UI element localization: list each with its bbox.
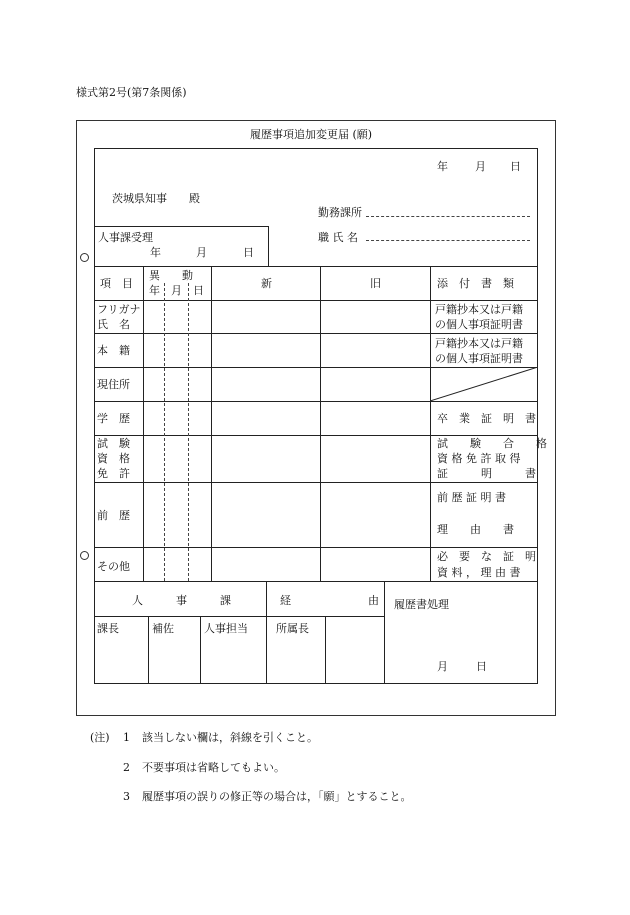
rireki-label: 履歴書処理 bbox=[394, 598, 449, 611]
attach-row5-line3: 証 明 書 bbox=[437, 467, 536, 480]
receipt-day: 日 bbox=[243, 246, 254, 259]
row-label-furigana: フリガナ bbox=[97, 303, 141, 316]
tanto-label: 人事担当 bbox=[204, 622, 248, 635]
row-label-other: その他 bbox=[97, 560, 130, 573]
col-change-ymd-header: 年 月 日 bbox=[149, 284, 204, 297]
row-label-prior-career: 前 歴 bbox=[97, 509, 130, 522]
note-3-text: 履歴事項の誤りの修正等の場合は，「願」とすること。 bbox=[142, 790, 412, 803]
form-number-label: 様式第2号(第7条関係) bbox=[76, 86, 187, 99]
col-attach-header: 添 付 書 類 bbox=[437, 277, 514, 290]
attach-row1-line2: の個人事項証明書 bbox=[435, 318, 523, 331]
row-label-honseki: 本 籍 bbox=[97, 344, 130, 357]
row-label-education: 学 歴 bbox=[97, 412, 130, 425]
receipt-year: 年 bbox=[150, 246, 161, 259]
receipt-label: 人事課受理 bbox=[98, 231, 153, 244]
notes-prefix: (注) bbox=[90, 731, 110, 744]
kacho-label: 課長 bbox=[97, 622, 119, 635]
rireki-day: 日 bbox=[476, 660, 487, 673]
col-item-header: 項 目 bbox=[100, 277, 133, 290]
workplace-label: 勤務課所 bbox=[318, 206, 362, 219]
shozoku-label: 所属長 bbox=[276, 622, 309, 635]
attach-row2-line2: の個人事項証明書 bbox=[435, 352, 523, 365]
note-1-num: 1 bbox=[123, 731, 130, 744]
attach-row6-line1: 前 歴 証 明 書 bbox=[437, 491, 506, 504]
col-old-header: 旧 bbox=[370, 277, 381, 290]
attach-row4: 卒 業 証 明 書 bbox=[437, 412, 536, 425]
receipt-month: 月 bbox=[196, 246, 207, 259]
addressee: 茨城県知事 殿 bbox=[112, 192, 200, 205]
row-label-exam: 試 験 bbox=[97, 437, 130, 450]
date-day: 日 bbox=[510, 160, 521, 173]
attach-row5-line1: 試 験 合 格 bbox=[437, 437, 547, 450]
note-2-text: 不要事項は省略してもよい。 bbox=[142, 761, 285, 774]
keiyu-header: 経 由 bbox=[280, 594, 379, 607]
jinjika-header: 人 事 課 bbox=[132, 594, 231, 607]
date-month: 月 bbox=[475, 160, 486, 173]
slash-line-icon bbox=[430, 367, 538, 401]
attach-row2-line1: 戸籍抄本又は戸籍 bbox=[435, 337, 523, 350]
workplace-input-line[interactable] bbox=[366, 216, 530, 217]
note-1-text: 該当しない欄は，斜線を引くこと。 bbox=[142, 731, 318, 744]
row-label-license: 免 許 bbox=[97, 467, 130, 480]
attach-row7-line1: 必 要 な 証 明 bbox=[437, 550, 536, 563]
attach-row7-line2: 資 料 ， 理 由 書 bbox=[437, 566, 521, 579]
rireki-month: 月 bbox=[437, 660, 448, 673]
name-input-line[interactable] bbox=[366, 240, 530, 241]
note-3-num: 3 bbox=[123, 790, 130, 803]
form-title: 履歴事項追加変更届 (願) bbox=[250, 128, 373, 141]
binding-hole-icon bbox=[80, 551, 89, 560]
col-new-header: 新 bbox=[261, 277, 272, 290]
row-label-address: 現住所 bbox=[97, 378, 130, 391]
attach-row6-line2: 理 由 書 bbox=[437, 523, 514, 536]
binding-hole-icon bbox=[80, 253, 89, 262]
row-label-name: 氏 名 bbox=[97, 318, 130, 331]
col-change-header: 異 動 bbox=[149, 269, 193, 282]
hosa-label: 補佐 bbox=[152, 622, 174, 635]
row-label-qualification: 資 格 bbox=[97, 452, 130, 465]
attach-row1-line1: 戸籍抄本又は戸籍 bbox=[435, 303, 523, 316]
name-label: 職 氏 名 bbox=[318, 231, 358, 244]
note-2-num: 2 bbox=[123, 761, 130, 774]
date-year: 年 bbox=[437, 160, 448, 173]
attach-row5-line2: 資 格 免 許 取 得 bbox=[437, 452, 521, 465]
